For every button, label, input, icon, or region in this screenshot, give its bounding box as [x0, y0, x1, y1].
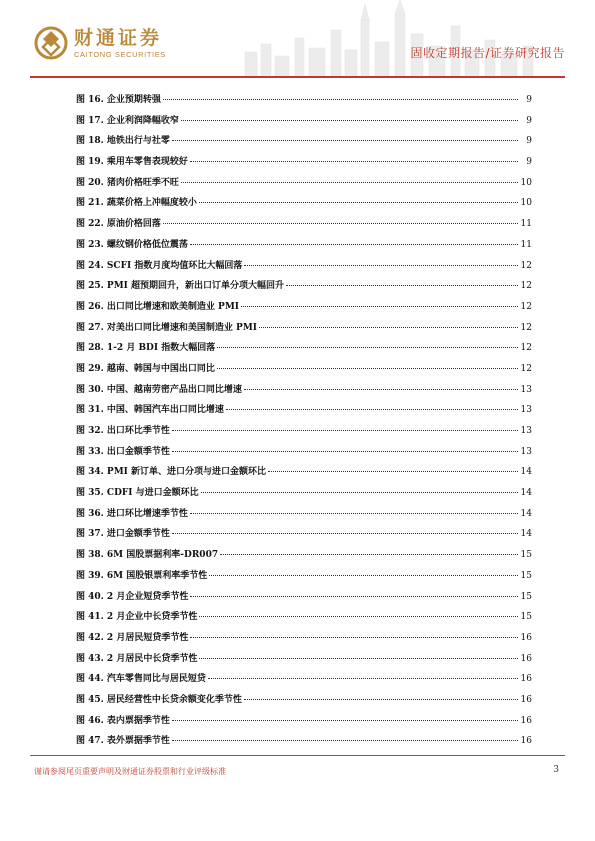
toc-entry[interactable] [76, 444, 532, 465]
toc-entry[interactable] [76, 92, 532, 113]
page-number: 3 [553, 765, 559, 775]
figure-table-of-contents [76, 92, 532, 754]
toc-entry-label: 图 47. 表外票据季节性 [76, 736, 170, 747]
toc-entry-label: 图 18. 地铁出行与社零 [76, 136, 170, 147]
toc-entry[interactable] [76, 382, 532, 403]
toc-entry-label: 图 31. 中国、韩国汽车出口同比增速 [76, 405, 224, 416]
report-type-label: 固收定期报告/证券研究报告 [410, 46, 565, 60]
toc-entry-label: 图 42. 2 月居民短贷季节性 [76, 632, 189, 643]
toc-entry-label: 图 46. 表内票据季节性 [76, 715, 170, 726]
toc-entry-label: 图 38. 6M 国股票据利率-DR007 [76, 550, 219, 561]
toc-entry-label: 图 24. SCFI 指数月度均值环比大幅回落 [76, 260, 243, 271]
logo-english-name: CAITONG SECURITIES [74, 49, 166, 59]
toc-entry-label: 图 28. 1-2 月 BDI 指数大幅回落 [76, 343, 216, 354]
toc-dot-leader [244, 389, 518, 390]
toc-entry-page: 16 [520, 715, 532, 726]
toc-entry-page: 9 [526, 115, 532, 126]
toc-dot-leader [201, 492, 518, 493]
toc-dot-leader [190, 596, 518, 597]
toc-entry-label: 图 19. 乘用车零售表现较好 [76, 157, 188, 168]
toc-entry-label: 图 22. 原油价格回落 [76, 219, 161, 230]
toc-entry-label: 图 17. 企业利润降幅收窄 [76, 115, 179, 126]
toc-entry-label: 图 45. 居民经营性中长贷余额变化季节性 [76, 694, 242, 705]
toc-entry-page: 14 [520, 467, 532, 478]
toc-entry-page: 15 [520, 591, 532, 602]
toc-entry[interactable] [76, 464, 532, 485]
toc-entry-label: 图 30. 中国、越南劳密产品出口同比增速 [76, 384, 242, 395]
toc-entry[interactable] [76, 568, 532, 589]
toc-entry-page: 9 [526, 136, 532, 147]
toc-entry-page: 12 [520, 322, 532, 333]
toc-entry-label: 图 34. PMI 新订单、进口分项与进口金额环比 [76, 467, 266, 478]
toc-entry-label: 图 40. 2 月企业短贷季节性 [76, 591, 189, 602]
toc-entry[interactable] [76, 340, 532, 361]
toc-entry-label: 图 25. PMI 超预期回升，新出口订单分项大幅回升 [76, 281, 284, 292]
toc-dot-leader [172, 533, 518, 534]
city-skyline-watermark [225, 0, 555, 78]
toc-entry[interactable] [76, 216, 532, 237]
logo-chinese-name: 财通证券 [74, 26, 163, 49]
toc-entry[interactable] [76, 237, 532, 258]
toc-entry-page: 16 [520, 632, 532, 643]
footer-disclaimer: 谨请参阅尾页重要声明及财通证券股票和行业评级标准 [34, 767, 226, 776]
header-divider [30, 76, 565, 78]
toc-dot-leader [199, 202, 518, 203]
toc-dot-leader [172, 720, 518, 721]
toc-entry-page: 14 [520, 529, 532, 540]
toc-entry[interactable] [76, 175, 532, 196]
toc-entry[interactable] [76, 506, 532, 527]
toc-entry-page: 11 [520, 239, 532, 250]
toc-entry-label: 图 41. 2 月企业中长贷季节性 [76, 612, 198, 623]
toc-entry-label: 图 43. 2 月居民中长贷季节性 [76, 653, 198, 664]
toc-entry-page: 9 [526, 157, 532, 168]
toc-dot-leader [172, 430, 518, 431]
toc-dot-leader [220, 554, 518, 555]
toc-entry[interactable] [76, 361, 532, 382]
toc-dot-leader [217, 368, 518, 369]
toc-entry-page: 12 [520, 363, 532, 374]
toc-entry[interactable] [76, 485, 532, 506]
toc-entry[interactable] [76, 589, 532, 610]
toc-entry-page: 13 [520, 446, 532, 457]
toc-entry-page: 15 [520, 612, 532, 623]
toc-dot-leader [209, 575, 518, 576]
toc-entry[interactable] [76, 609, 532, 630]
toc-dot-leader [244, 699, 518, 700]
toc-entry-page: 16 [520, 674, 532, 685]
toc-entry-label: 图 23. 螺纹钢价格低位震荡 [76, 239, 188, 250]
toc-entry[interactable] [76, 713, 532, 734]
toc-entry-page: 15 [520, 550, 532, 561]
toc-entry-page: 12 [520, 281, 532, 292]
toc-entry-page: 12 [520, 343, 532, 354]
toc-entry-page: 13 [520, 426, 532, 436]
footer-divider [30, 755, 565, 756]
toc-dot-leader [190, 637, 518, 638]
toc-entry-page: 16 [520, 694, 532, 705]
toc-entry-label: 图 32. 出口环比季节性 [76, 426, 170, 436]
toc-dot-leader [199, 616, 518, 617]
toc-entry[interactable] [76, 692, 532, 713]
toc-entry-label: 图 16. 企业预期转强 [76, 95, 161, 105]
toc-entry[interactable] [76, 154, 532, 175]
toc-dot-leader [199, 658, 518, 659]
toc-dot-leader [172, 740, 518, 741]
toc-entry[interactable] [76, 733, 532, 754]
toc-entry[interactable] [76, 113, 532, 134]
toc-entry-page: 9 [526, 95, 532, 105]
toc-entry-page: 16 [520, 736, 532, 747]
toc-entry-label: 图 21. 蔬菜价格上冲幅度较小 [76, 198, 197, 209]
logo-coin-icon [34, 26, 68, 60]
toc-dot-leader [181, 120, 518, 121]
toc-entry-page: 10 [520, 177, 532, 188]
toc-entry[interactable] [76, 320, 532, 341]
toc-dot-leader [163, 223, 518, 224]
toc-dot-leader [172, 451, 518, 452]
toc-entry-label: 图 44. 汽车零售同比与居民短贷 [76, 674, 206, 685]
toc-entry[interactable] [76, 547, 532, 568]
toc-entry-label: 图 36. 进口环比增速季节性 [76, 508, 188, 519]
toc-dot-leader [190, 161, 518, 162]
toc-entry-page: 13 [520, 405, 532, 416]
toc-entry-page: 13 [520, 384, 532, 395]
toc-entry-label: 图 39. 6M 国股银票利率季节性 [76, 570, 208, 581]
toc-entry-page: 14 [520, 488, 532, 499]
toc-entry-page: 12 [520, 260, 532, 271]
toc-entry-label: 图 29. 越南、韩国与中国出口同比 [76, 363, 215, 374]
toc-entry[interactable] [76, 526, 532, 547]
page-header [0, 0, 595, 80]
toc-entry[interactable] [76, 402, 532, 423]
toc-dot-leader [181, 182, 518, 183]
toc-entry-page: 10 [520, 198, 532, 209]
toc-entry-page: 16 [520, 653, 532, 664]
toc-entry-page: 15 [520, 570, 532, 581]
toc-entry[interactable] [76, 651, 532, 672]
toc-dot-leader [190, 244, 518, 245]
toc-dot-leader [226, 409, 518, 410]
toc-entry-label: 图 27. 对美出口同比增速和美国制造业 PMI [76, 322, 257, 333]
toc-dot-leader [172, 140, 518, 141]
toc-entry-label: 图 37. 进口金额季节性 [76, 529, 170, 540]
toc-dot-leader [286, 285, 518, 286]
toc-entry[interactable] [76, 258, 532, 279]
toc-entry-label: 图 33. 出口金额季节性 [76, 446, 170, 457]
toc-entry[interactable] [76, 630, 532, 651]
toc-dot-leader [241, 306, 518, 307]
toc-entry-page: 12 [520, 301, 532, 312]
toc-dot-leader [268, 471, 518, 472]
toc-entry-label: 图 35. CDFI 与进口金额环比 [76, 488, 199, 499]
toc-entry[interactable] [76, 423, 532, 444]
toc-dot-leader [208, 678, 518, 679]
company-logo [34, 26, 166, 60]
toc-entry[interactable] [76, 278, 532, 299]
toc-entry[interactable] [76, 299, 532, 320]
toc-entry-page: 14 [520, 508, 532, 519]
toc-dot-leader [163, 99, 518, 100]
toc-dot-leader [244, 265, 518, 266]
toc-dot-leader [259, 327, 518, 328]
toc-entry-label: 图 26. 出口同比增速和欧美制造业 PMI [76, 301, 239, 312]
toc-dot-leader [217, 347, 518, 348]
toc-entry[interactable] [76, 195, 532, 216]
toc-entry[interactable] [76, 671, 532, 692]
toc-entry-label: 图 20. 猪肉价格旺季不旺 [76, 177, 179, 188]
toc-entry[interactable] [76, 133, 532, 154]
toc-entry-page: 11 [520, 219, 532, 230]
toc-dot-leader [190, 513, 518, 514]
